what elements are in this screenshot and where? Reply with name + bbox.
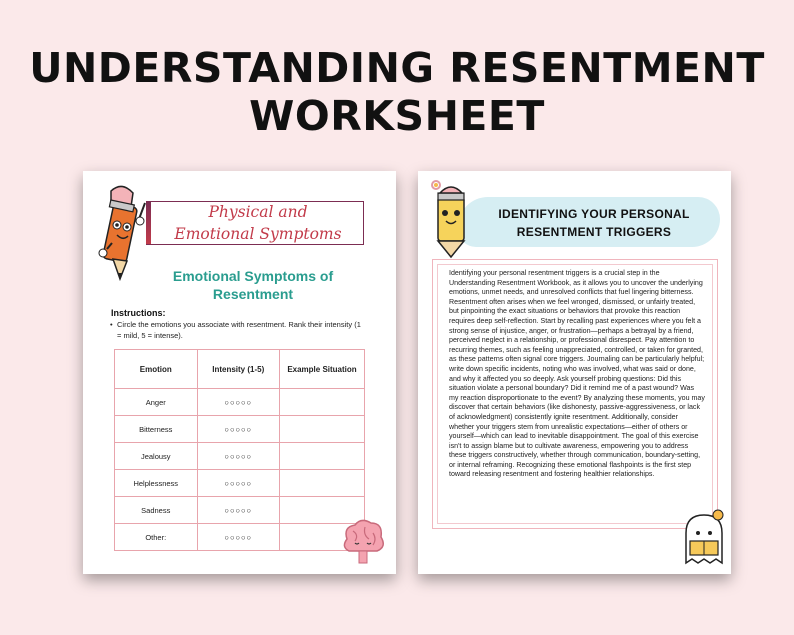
table-row	[115, 524, 365, 551]
emotion-cell: Helplessness	[115, 470, 198, 497]
pencil-flower-mascot-icon	[426, 175, 476, 259]
page-header-line-1: Physical and	[208, 203, 308, 221]
right-page-title	[470, 205, 718, 241]
intensity-circles[interactable]: ○○○○○	[197, 524, 280, 551]
emotion-cell: Sadness	[115, 497, 198, 524]
table-row	[115, 497, 365, 524]
example-cell[interactable]	[280, 470, 365, 497]
right-page-title-line-2: RESENTMENT TRIGGERS	[516, 225, 672, 239]
emotion-cell: Bitterness	[115, 416, 198, 443]
column-header-intensity: Intensity (1-5)	[197, 350, 280, 389]
main-title-line-2: WORKSHEET	[249, 92, 545, 140]
table-row	[115, 416, 365, 443]
symptoms-table	[114, 349, 365, 551]
worksheet-page-right	[418, 171, 731, 574]
table-row	[115, 389, 365, 416]
worksheet-subtitle-line-1: Emotional Symptoms of	[172, 268, 334, 284]
example-cell[interactable]	[280, 443, 365, 470]
table-header-row	[115, 350, 365, 389]
emotion-cell: Other:	[115, 524, 198, 551]
intensity-circles[interactable]: ○○○○○	[197, 497, 280, 524]
worksheet-subtitle-line-2: Resentment	[212, 286, 294, 302]
table-row	[115, 470, 365, 497]
intensity-circles[interactable]: ○○○○○	[197, 470, 280, 497]
worksheet-subtitle	[143, 267, 363, 303]
instructions-text	[110, 320, 367, 341]
body-paragraph: Identifying your personal resentment triggers is a crucial step in the Understanding Resentment Workbook, as it allows you to uncover the underlying emotions, unmet needs, and unresolved conflicts that fuel lingering bitterness. Resentment often arises when we feel wronged, dismissed, or unfairly treated, but pinpointing the exact situations or behaviors that provoke this reaction requires deep self-reflection. Start by recalling past experiences where you felt a strong sense of injustice, anger, or frustration—perhaps a betrayal by a friend, perceived neglect in a relationship, or professional disrespect. Pay attention to recurring themes, such as feeling unappreciated, controlled, or taken for granted, as these patterns often signal core triggers. Journaling can be particularly helpful; write down specific incidents, noting who was involved, what was said or done, and why it affected you so deeply. Ask yourself probing questions: Did this situation violate a personal boundary? Did it remind me of a past wound? Was my reaction disproportionate to the event? By analyzing these moments, you may discover that certain behaviors (like dishonesty, passive-aggressiveness, or lack of acknowledgment) consistently ignite resentment. Additionally, consider whether your triggers stem from unrealistic expectations—either of others or yourself—which can lead to inevitable disappointment. The goal of this exercise isn't to assign blame but to cultivate awareness, empowering you to address these triggers constructively, whether through communication, boundary-setting, or internal reframing. Recognizing these emotional flashpoints is the first step toward releasing resentment and fostering healthier relationships.	[449, 269, 705, 479]
example-cell[interactable]	[280, 416, 365, 443]
ghost-reading-mascot-icon	[680, 507, 728, 567]
main-title-line-1: UNDERSTANDING RESENTMENT	[29, 44, 765, 92]
emotion-cell: Anger	[115, 389, 198, 416]
example-cell[interactable]	[280, 389, 365, 416]
emotion-cell: Jealousy	[115, 443, 198, 470]
column-header-example: Example Situation	[280, 350, 365, 389]
intensity-circles[interactable]: ○○○○○	[197, 443, 280, 470]
instructions-heading: Instructions:	[111, 308, 166, 318]
bullet-icon: •	[110, 320, 113, 329]
page-header	[158, 203, 358, 244]
worksheet-page-left	[83, 171, 396, 574]
main-title	[0, 44, 794, 140]
right-page-title-line-1: IDENTIFYING YOUR PERSONAL	[498, 207, 690, 221]
table-row	[115, 443, 365, 470]
page-header-line-2: Emotional Symptoms	[174, 225, 342, 243]
instructions-body: Circle the emotions you associate with resentment. Rank their intensity (1 = mild, 5 = intense).	[117, 320, 361, 340]
intensity-circles[interactable]: ○○○○○	[197, 416, 280, 443]
brain-mascot-icon	[339, 517, 387, 567]
intensity-circles[interactable]: ○○○○○	[197, 389, 280, 416]
column-header-emotion: Emotion	[115, 350, 198, 389]
